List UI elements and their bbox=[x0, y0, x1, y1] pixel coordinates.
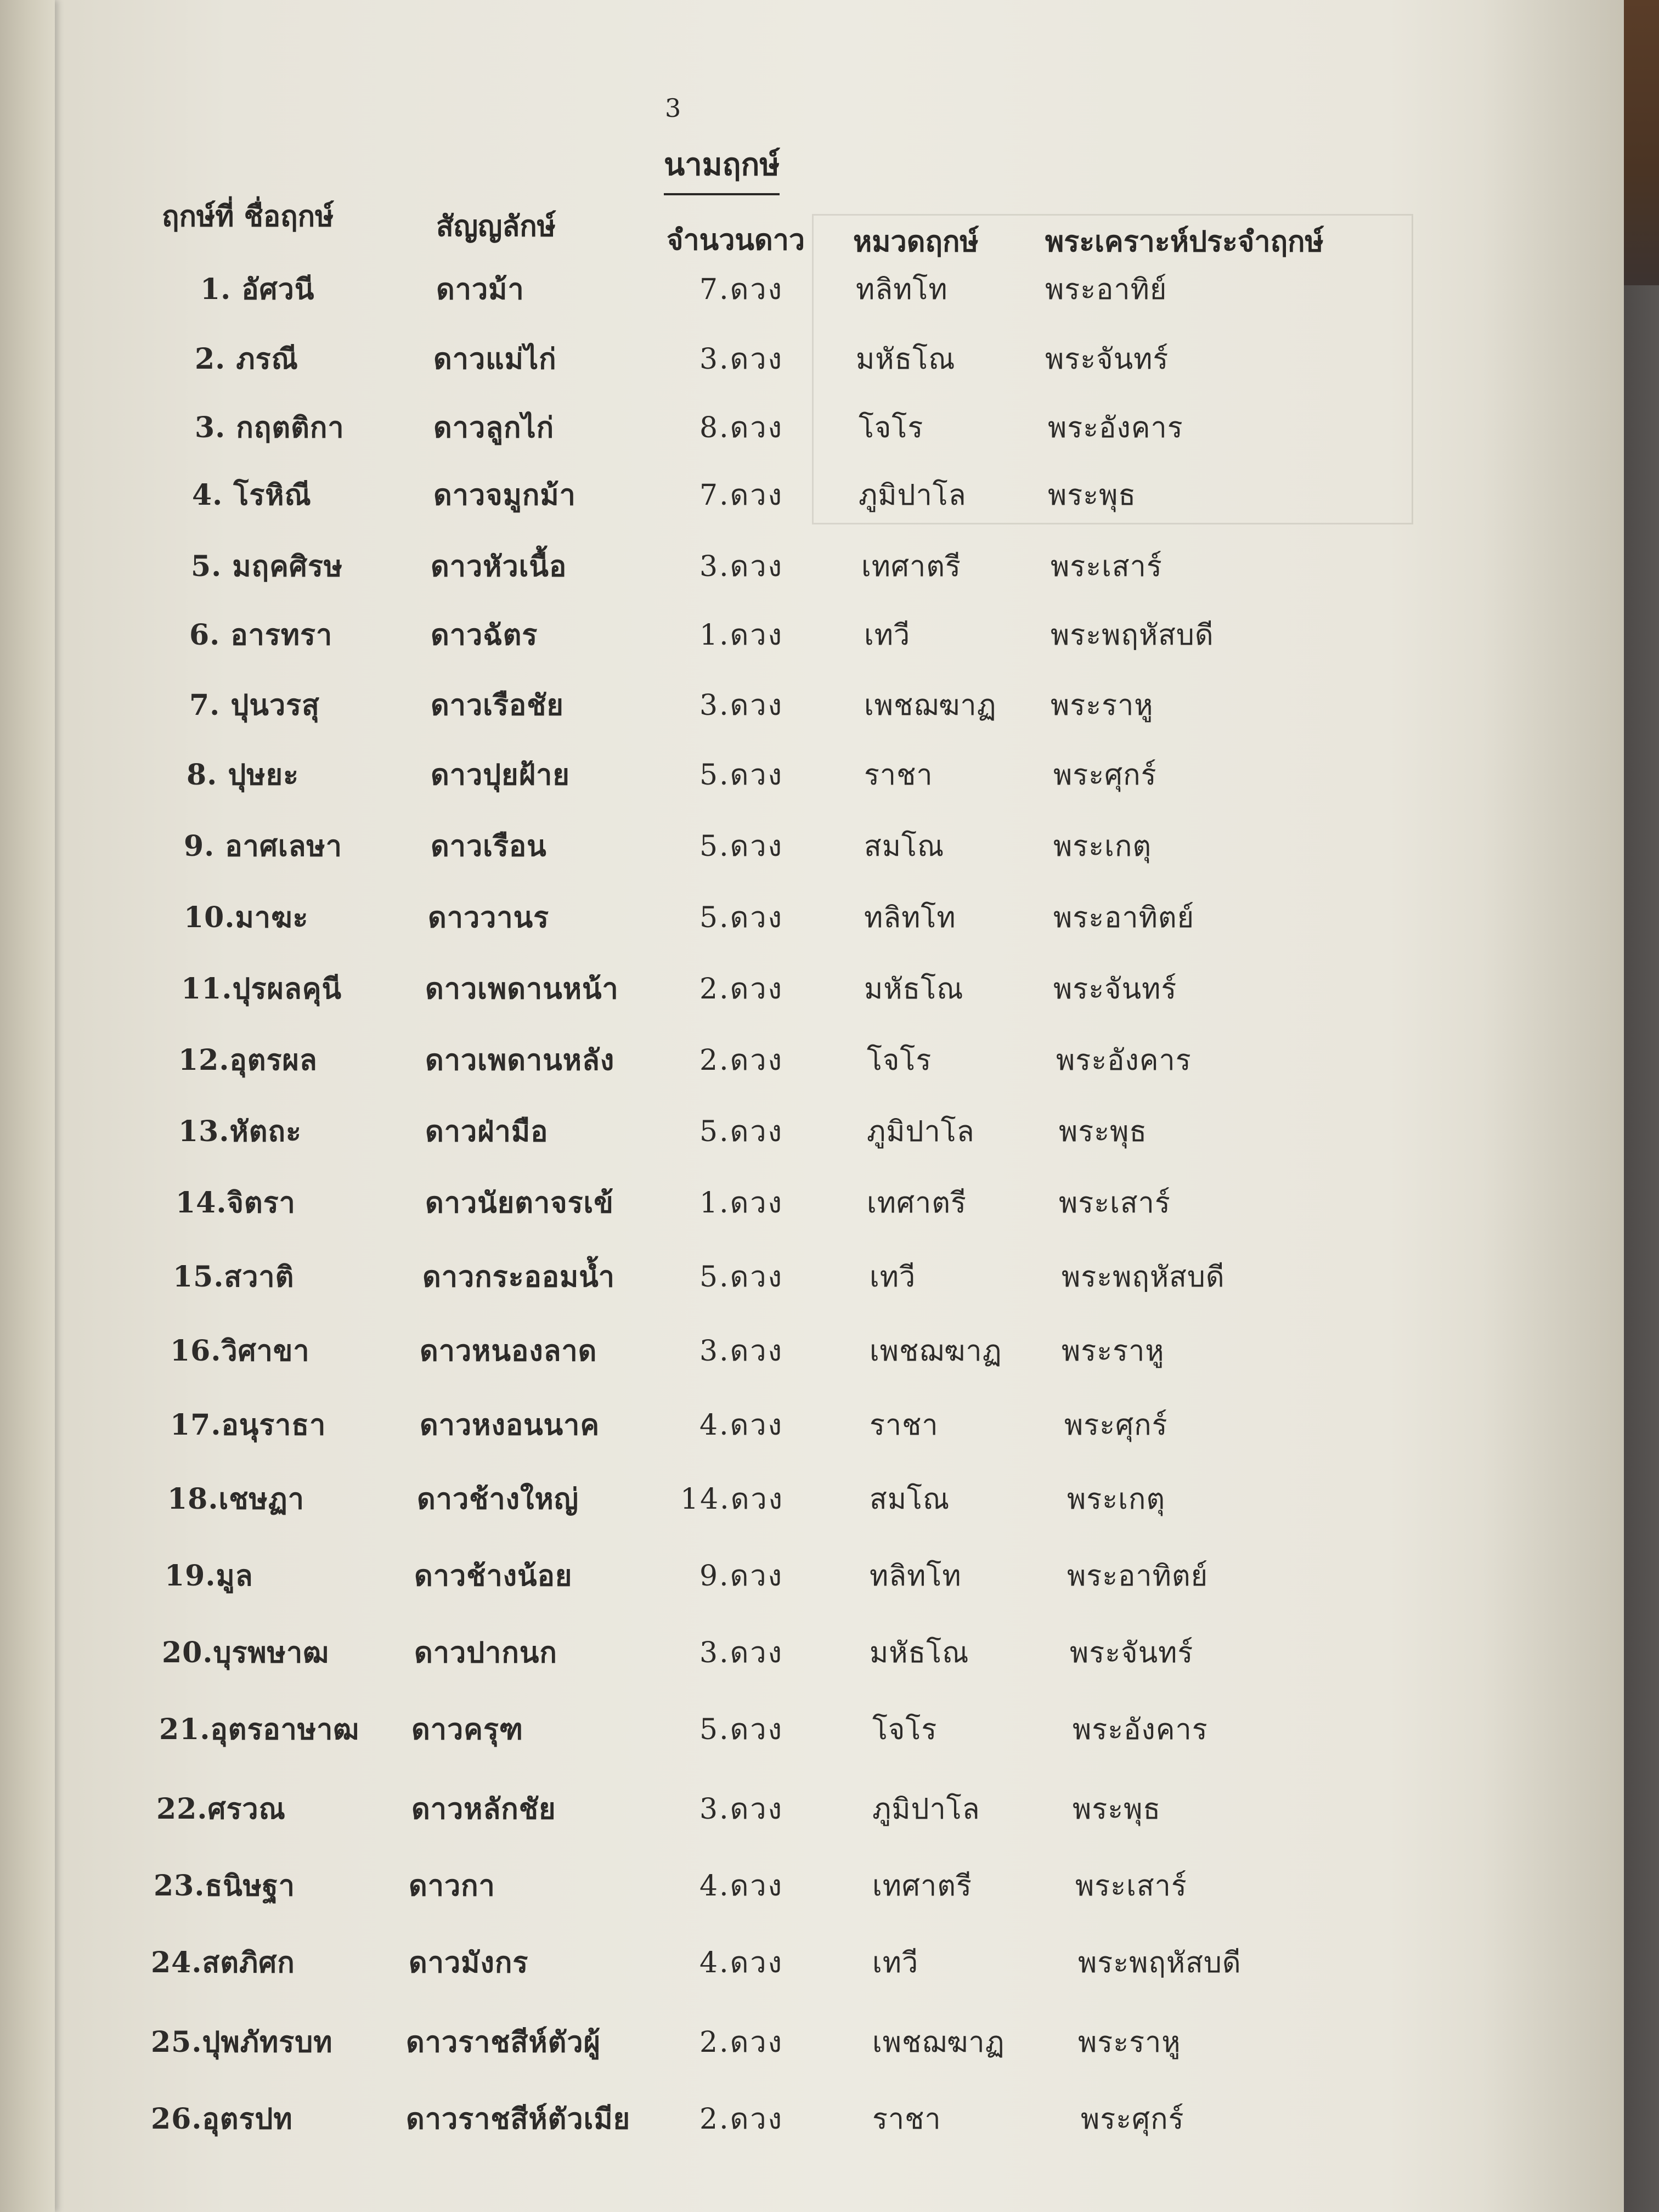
nakshatra-category: เพชฌฆาฏ bbox=[870, 1335, 1002, 1368]
ruling-planet: พระพฤหัสบดี bbox=[1078, 1946, 1242, 1979]
nakshatra-category: โจโร bbox=[872, 1713, 938, 1746]
nakshatra-category: ภูมิปาโล bbox=[867, 1115, 975, 1148]
nakshatra-category: เพชฌฆาฏ bbox=[872, 2026, 1005, 2059]
nakshatra-name: 10.มาฆะ bbox=[184, 901, 309, 934]
star-count: 3.ดวง bbox=[699, 1637, 783, 1669]
star-count: 3.ดวง bbox=[699, 1793, 783, 1826]
table-row bbox=[0, 1037, 1659, 1086]
star-count: 5.ดวง bbox=[699, 901, 783, 934]
table-row bbox=[0, 336, 1659, 385]
nakshatra-symbol: ดาวเพดานหน้า bbox=[425, 972, 619, 1006]
nakshatra-name: 22.ศรวณ bbox=[156, 1792, 286, 1826]
table-row bbox=[0, 1706, 1659, 1756]
table-row bbox=[0, 1254, 1659, 1303]
nakshatra-category: มหัธโณ bbox=[864, 973, 964, 1006]
nakshatra-name: 12.อุตรผล bbox=[178, 1043, 318, 1077]
ruling-planet: พระราหู bbox=[1062, 1335, 1165, 1368]
nakshatra-name: 8. ปุษยะ bbox=[187, 758, 300, 792]
nakshatra-category: เพชฌฆาฏ bbox=[864, 689, 997, 722]
ruling-planet: พระจันทร์ bbox=[1070, 1637, 1194, 1669]
nakshatra-name: 21.อุตรอาษาฒ bbox=[159, 1713, 360, 1746]
star-count: 7.ดวง bbox=[699, 479, 783, 512]
star-count: 9.ดวง bbox=[699, 1560, 783, 1593]
nakshatra-category: เทศาตรี bbox=[867, 1187, 967, 1220]
ruling-planet: พระเสาร์ bbox=[1059, 1187, 1171, 1220]
ruling-planet: พระอังคาร bbox=[1073, 1713, 1208, 1746]
nakshatra-name: 2. ภรณี bbox=[195, 342, 298, 376]
star-count: 14.ดวง bbox=[680, 1483, 785, 1516]
nakshatra-category: มหัธโณ bbox=[870, 1637, 969, 1669]
table-row bbox=[0, 404, 1659, 454]
header-category: หมวดฤกษ์ bbox=[853, 225, 979, 258]
nakshatra-name: 5. มฤคศิรษ bbox=[191, 550, 343, 583]
table-row bbox=[0, 2096, 1659, 2145]
nakshatra-symbol: ดาวฝ่ามือ bbox=[425, 1115, 549, 1148]
nakshatra-name: 3. กฤตติกา bbox=[195, 411, 345, 444]
table-row bbox=[0, 266, 1659, 315]
ruling-planet: พระพุธ bbox=[1059, 1115, 1148, 1148]
nakshatra-category: ราชา bbox=[872, 2103, 941, 2136]
ruling-planet: พระศุกร์ bbox=[1081, 2103, 1184, 2136]
star-count: 3.ดวง bbox=[699, 550, 783, 583]
nakshatra-category: สมโณ bbox=[864, 830, 945, 863]
table-row bbox=[0, 1629, 1659, 1679]
star-count: 1.ดวง bbox=[699, 1187, 783, 1220]
nakshatra-name: 14.จิตรา bbox=[176, 1186, 296, 1220]
table-row bbox=[0, 543, 1659, 592]
page-title: นามฤกษ์ bbox=[664, 140, 780, 195]
nakshatra-category: ราชา bbox=[870, 1409, 939, 1442]
nakshatra-category: เทวี bbox=[870, 1261, 916, 1294]
star-count: 2.ดวง bbox=[699, 2026, 783, 2059]
nakshatra-category: เทศาตรี bbox=[872, 1870, 972, 1903]
page-number: 3 bbox=[665, 93, 681, 123]
nakshatra-symbol: ดาวครุฑ bbox=[411, 1713, 524, 1746]
ruling-planet: พระจันทร์ bbox=[1045, 343, 1169, 376]
ruling-planet: พระพุธ bbox=[1048, 479, 1137, 512]
nakshatra-name: 18.เชษฏา bbox=[167, 1482, 304, 1516]
table-row bbox=[0, 1180, 1659, 1229]
nakshatra-name: 4. โรหิณี bbox=[192, 478, 312, 512]
ruling-planet: พระอาทิตย์ bbox=[1053, 901, 1195, 934]
nakshatra-name: 9. อาศเลษา bbox=[184, 830, 342, 863]
nakshatra-symbol: ดาวแม่ไก่ bbox=[433, 342, 557, 376]
nakshatra-symbol: ดาวนัยตาจรเข้ bbox=[425, 1186, 614, 1220]
star-count: 2.ดวง bbox=[699, 2103, 783, 2136]
header-number-name: ฤกษ์ที่ ชื่อฤกษ์ bbox=[162, 200, 334, 233]
table-row bbox=[0, 1553, 1659, 1602]
header-star-count: จำนวนดาว bbox=[667, 223, 805, 257]
star-count: 1.ดวง bbox=[699, 619, 783, 652]
nakshatra-category: เทศาตรี bbox=[861, 550, 961, 583]
star-count: 3.ดวง bbox=[699, 1335, 783, 1368]
ruling-planet: พระเสาร์ bbox=[1075, 1870, 1187, 1903]
nakshatra-category: ราชา bbox=[864, 759, 933, 792]
nakshatra-symbol: ดาวหลักชัย bbox=[411, 1792, 556, 1826]
star-count: 2.ดวง bbox=[699, 973, 783, 1006]
ruling-planet: พระราหู bbox=[1078, 2026, 1181, 2059]
header-planet: พระเคราะห์ประจำฤกษ์ bbox=[1045, 225, 1324, 258]
ruling-planet: พระจันทร์ bbox=[1053, 973, 1177, 1006]
ruling-planet: พระราหู bbox=[1051, 689, 1154, 722]
nakshatra-symbol: ดาวหงอนนาค bbox=[420, 1408, 600, 1442]
nakshatra-symbol: ดาวปุยฝ้าย bbox=[431, 758, 570, 792]
table-row bbox=[0, 1328, 1659, 1377]
table-row bbox=[0, 894, 1659, 944]
nakshatra-name: 16.วิศาขา bbox=[170, 1334, 310, 1368]
star-count: 3.ดวง bbox=[699, 689, 783, 722]
nakshatra-category: ภูมิปาโล bbox=[859, 479, 967, 512]
nakshatra-category: สมโณ bbox=[870, 1483, 950, 1516]
nakshatra-name: 13.หัตถะ bbox=[178, 1115, 302, 1148]
star-count: 8.ดวง bbox=[699, 411, 783, 444]
star-count: 4.ดวง bbox=[699, 1409, 783, 1442]
star-count: 2.ดวง bbox=[699, 1044, 783, 1077]
nakshatra-symbol: ดาวกา bbox=[409, 1869, 495, 1903]
star-count: 5.ดวง bbox=[699, 1261, 783, 1294]
nakshatra-symbol: ดาวช้างน้อย bbox=[414, 1559, 573, 1593]
table-row bbox=[0, 682, 1659, 731]
table-row bbox=[0, 1108, 1659, 1158]
table-row bbox=[0, 823, 1659, 872]
nakshatra-symbol: ดาวราชสีห์ตัวผู้ bbox=[406, 2025, 601, 2059]
ruling-planet: พระเกตุ bbox=[1053, 830, 1152, 863]
nakshatra-symbol: ดาวราชสีห์ตัวเมีย bbox=[406, 2102, 631, 2136]
nakshatra-symbol: ดาวม้า bbox=[436, 273, 524, 306]
nakshatra-symbol: ดาวจมูกม้า bbox=[433, 478, 576, 512]
nakshatra-name: 15.สวาติ bbox=[173, 1260, 295, 1294]
table-row bbox=[0, 1786, 1659, 1835]
nakshatra-symbol: ดาวมังกร bbox=[409, 1946, 529, 1979]
nakshatra-symbol: ดาวฉัตร bbox=[431, 618, 538, 652]
nakshatra-name: 1. อัศวนี bbox=[200, 273, 315, 306]
nakshatra-name: 26.อุตรปท bbox=[151, 2102, 293, 2136]
nakshatra-symbol: ดาวหัวเนื้อ bbox=[431, 550, 567, 583]
nakshatra-category: มหัธโณ bbox=[856, 343, 956, 376]
table-row bbox=[0, 1402, 1659, 1451]
star-count: 5.ดวง bbox=[699, 1713, 783, 1746]
nakshatra-name: 6. อารทรา bbox=[189, 618, 333, 652]
table-row bbox=[0, 612, 1659, 661]
nakshatra-symbol: ดาวเพดานหลัง bbox=[425, 1043, 615, 1077]
nakshatra-name: 20.บุรพษาฒ bbox=[162, 1636, 330, 1669]
star-count: 5.ดวง bbox=[699, 759, 783, 792]
table-row bbox=[0, 2019, 1659, 2068]
nakshatra-symbol: ดาวกระออมน้ำ bbox=[422, 1260, 615, 1294]
nakshatra-symbol: ดาวหนองลาด bbox=[420, 1334, 597, 1368]
table-row bbox=[0, 472, 1659, 521]
nakshatra-category: เทวี bbox=[872, 1946, 919, 1979]
nakshatra-name: 25.ปุพภัทรบท bbox=[151, 2025, 333, 2059]
ruling-planet: พระพฤหัสบดี bbox=[1051, 619, 1214, 652]
nakshatra-name: 23.ธนิษฐา bbox=[154, 1869, 295, 1903]
nakshatra-name: 11.ปุรผลคุนี bbox=[181, 972, 342, 1006]
nakshatra-name: 24.สตภิศก bbox=[151, 1946, 295, 1979]
nakshatra-category: ทลิทโท bbox=[870, 1560, 962, 1593]
star-count: 4.ดวง bbox=[699, 1870, 783, 1903]
ruling-planet: พระศุกร์ bbox=[1053, 759, 1157, 792]
ruling-planet: พระอังคาร bbox=[1056, 1044, 1192, 1077]
nakshatra-name: 7. ปุนวรสุ bbox=[189, 689, 320, 722]
ruling-planet: พระศุกร์ bbox=[1064, 1409, 1168, 1442]
star-count: 7.ดวง bbox=[699, 273, 783, 306]
ruling-planet: พระอังคาร bbox=[1048, 411, 1183, 444]
ruling-planet: พระพุธ bbox=[1073, 1793, 1161, 1826]
nakshatra-category: ทลิทโท bbox=[856, 273, 948, 306]
nakshatra-category: ทลิทโท bbox=[864, 901, 956, 934]
nakshatra-symbol: ดาวลูกไก่ bbox=[433, 411, 555, 444]
table-row bbox=[0, 752, 1659, 801]
star-count: 5.ดวง bbox=[699, 830, 783, 863]
star-count: 5.ดวง bbox=[699, 1115, 783, 1148]
ruling-planet: พระเสาร์ bbox=[1051, 550, 1163, 583]
nakshatra-name: 19.มูล bbox=[165, 1559, 253, 1593]
ruling-planet: พระอาทิตย์ bbox=[1067, 1560, 1209, 1593]
table-row bbox=[0, 1939, 1659, 1989]
nakshatra-category: โจโร bbox=[867, 1044, 932, 1077]
ruling-planet: พระพฤหัสบดี bbox=[1062, 1261, 1225, 1294]
nakshatra-symbol: ดาวเรือชัย bbox=[431, 689, 564, 722]
nakshatra-symbol: ดาวปากนก bbox=[414, 1636, 557, 1669]
table-row bbox=[0, 1863, 1659, 1912]
ruling-planet: พระเกตุ bbox=[1067, 1483, 1166, 1516]
star-count: 3.ดวง bbox=[699, 343, 783, 376]
ruling-planet: พระอาทิย์ bbox=[1045, 273, 1167, 306]
table-row bbox=[0, 1476, 1659, 1525]
header-symbol: สัญญลักษ์ bbox=[436, 210, 556, 243]
nakshatra-category: โจโร bbox=[859, 411, 924, 444]
star-count: 4.ดวง bbox=[699, 1946, 783, 1979]
nakshatra-symbol: ดาวช้างใหญ่ bbox=[417, 1482, 579, 1516]
nakshatra-symbol: ดาววานร bbox=[428, 901, 550, 934]
table-row bbox=[0, 966, 1659, 1015]
nakshatra-category: ภูมิปาโล bbox=[872, 1793, 980, 1826]
nakshatra-category: เทวี bbox=[864, 619, 911, 652]
nakshatra-symbol: ดาวเรือน bbox=[431, 830, 547, 863]
nakshatra-name: 17.อนุราธา bbox=[170, 1408, 326, 1442]
